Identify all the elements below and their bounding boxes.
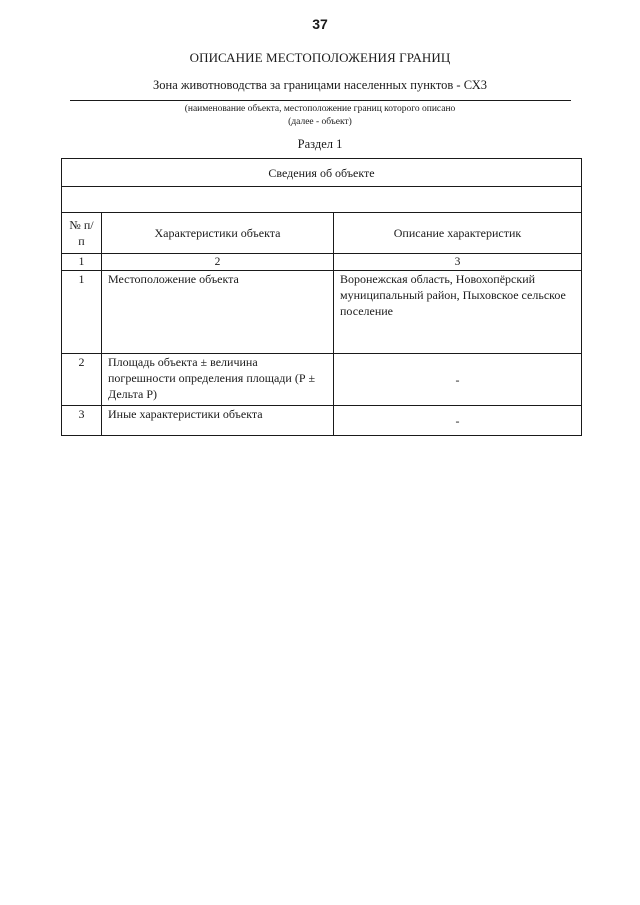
object-caption-line-2: (далее - объект)	[288, 117, 352, 127]
object-name-underline	[70, 100, 571, 101]
row-characteristic: Иные характеристики объекта	[102, 406, 334, 436]
header-number: № п/п	[62, 213, 102, 254]
column-number-2: 2	[102, 254, 334, 271]
column-number-3: 3	[334, 254, 582, 271]
table-title-row	[62, 159, 582, 187]
header-characteristic: Характеристики объекта	[102, 213, 334, 254]
row-number: 3	[62, 406, 102, 436]
header-description: Описание характеристик	[334, 213, 582, 254]
row-number: 2	[62, 354, 102, 406]
section-label: Раздел 1	[297, 137, 343, 151]
object-info-table	[61, 158, 582, 436]
row-characteristic: Площадь объекта ± величина погрешности определения площади (Р ± Дельта Р)	[102, 354, 334, 406]
object-caption-line-1: (наименование объекта, местоположение границ которого описано	[184, 104, 456, 114]
table-title: Сведения об объекте	[62, 159, 582, 187]
table-row	[62, 354, 582, 406]
table-spacer-row	[62, 187, 582, 213]
object-name: Зона животноводства за границами населенных пунктов - СХ3	[153, 78, 487, 92]
column-number-row	[62, 254, 582, 271]
row-description: -	[334, 406, 582, 436]
row-description: -	[334, 354, 582, 406]
row-characteristic: Местоположение объекта	[102, 271, 334, 354]
page-number: 37	[312, 16, 328, 32]
table-row	[62, 406, 582, 436]
table-spacer-cell	[62, 187, 582, 213]
column-number-1: 1	[62, 254, 102, 271]
object-caption	[0, 103, 640, 129]
row-description: Воронежская область, Новохопёрский муниципальный район, Пыховское сельское поселение	[334, 271, 582, 354]
table-row	[62, 271, 582, 354]
row-number: 1	[62, 271, 102, 354]
document-title: ОПИСАНИЕ МЕСТОПОЛОЖЕНИЯ ГРАНИЦ	[189, 50, 451, 65]
table-header-row	[62, 213, 582, 254]
